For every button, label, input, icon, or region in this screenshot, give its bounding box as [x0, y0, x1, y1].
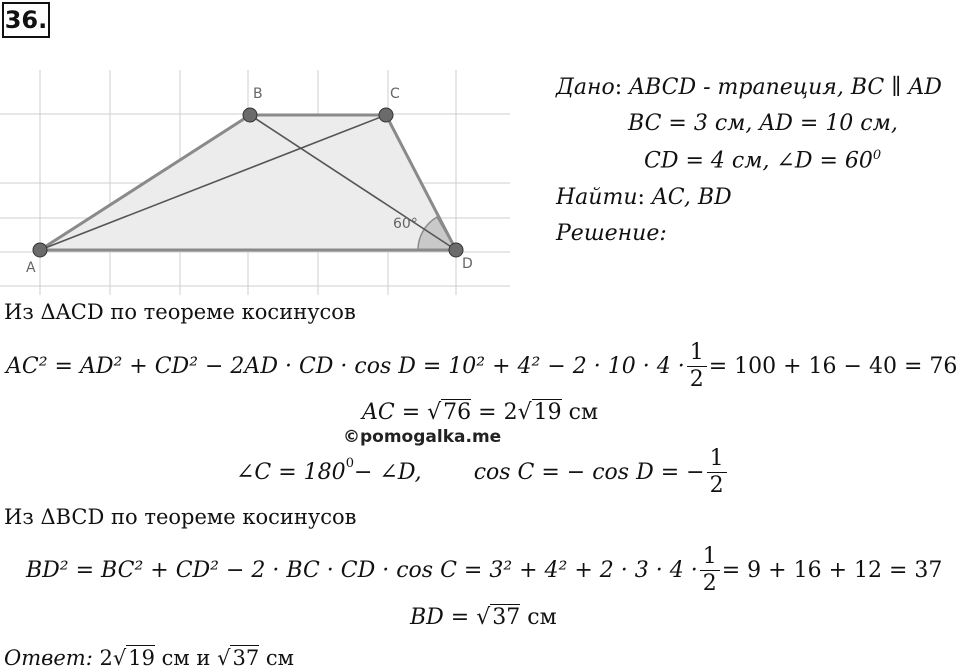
label-d: D [462, 256, 473, 272]
vertex-b [243, 108, 257, 122]
vertex-c [379, 108, 393, 122]
find-line: Найти: AC, BD [556, 185, 732, 210]
answer-line: Ответ: 2√19 см и √37 см [4, 646, 294, 670]
find-label: Найти [556, 185, 638, 210]
equation-bd-squared: BD² = BC² + CD² − 2 · BC · CD · cos C = 3² + 4² + 2 · 3 · 4 · $\frac{1}{2}$ = 9 + 16 + 12 = 37 [26, 543, 943, 596]
equation-bd-value: BD = √37 см [410, 605, 557, 630]
fraction-one-half-2: $\frac{1}{2}$ [707, 446, 727, 499]
vertex-d [449, 243, 463, 257]
equation-angle-c: ∠C = 180 $^0$ − ∠D, cos C = − cos D = − $\frac{1}{2}$ [236, 444, 729, 500]
given-line-2: BC = 3 см, AD = 10 см, [628, 111, 898, 136]
given-line-1: Дано: ABCD - трапеция, BC ∥ AD [556, 75, 942, 100]
given-line-3: CD = 4 см, ∠D = $60^0$ [644, 148, 882, 174]
problem-number: 36. [2, 2, 50, 38]
find-text: AC, BD [651, 185, 732, 210]
label-b: B [253, 86, 263, 102]
equation-ac-value: AC = √76 = 2√19 см [362, 400, 599, 425]
fraction-one-half-3: $\frac{1}{2}$ [700, 544, 720, 597]
equation-ac-squared: AC² = AD² + CD² − 2AD · CD · cos D = 10² + 4² − 2 · 10 · 4 · $\frac{1}{2}$ = 100 + 16 − 40 = 76 [6, 339, 958, 392]
vertex-a [33, 243, 47, 257]
watermark: ©pomogalka.me [343, 427, 502, 447]
label-a: A [26, 260, 36, 276]
angle-label: 60° [393, 216, 418, 232]
trapezoid-figure [0, 70, 510, 295]
solution-text-1: Из ΔACD по теореме косинусов [4, 300, 356, 324]
solution-text-2: Из ΔBCD по теореме косинусов [4, 505, 357, 529]
answer-label: Ответ: [4, 646, 93, 670]
given-label: Дано [556, 75, 615, 100]
fraction-one-half: $\frac{1}{2}$ [687, 340, 707, 393]
label-c: C [390, 86, 400, 102]
given-text: ABCD - трапеция, BC ∥ AD [629, 75, 942, 100]
solution-label: Решение: [556, 221, 667, 246]
